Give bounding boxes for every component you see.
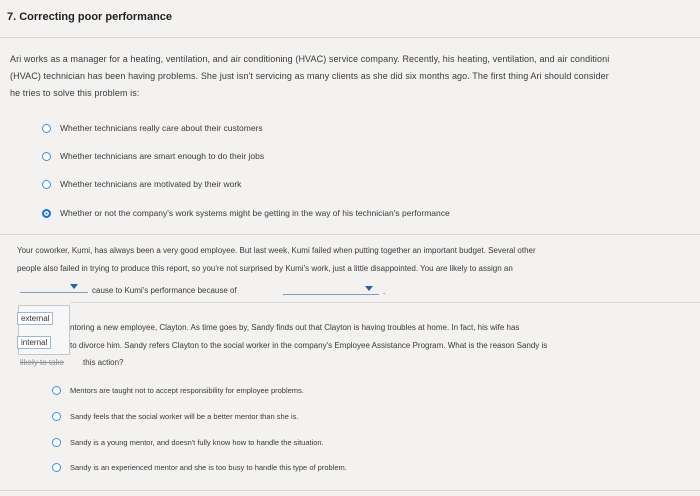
section-divider-2: [70, 302, 700, 303]
option-work-systems[interactable]: [42, 208, 450, 218]
chevron-down-icon: [365, 286, 373, 291]
scenario-line-2: people also failed in trying to produce this report, so you're not surprised by Kumi's work, just a little disappointed. You are likely to assign an: [17, 264, 513, 273]
option-label: Whether technicians are smart enough to do their jobs: [60, 151, 265, 161]
option-label: Mentors are taught not to accept responsibility for employee problems.: [70, 386, 304, 395]
option-label: Whether technicians really care about their customers: [60, 123, 263, 133]
dropdown-popup: [18, 305, 70, 355]
radio-button[interactable]: [42, 180, 51, 189]
radio-button[interactable]: [42, 152, 51, 161]
option-mentors-taught[interactable]: [52, 386, 304, 395]
option-experienced-busy[interactable]: [52, 463, 347, 472]
option-label: Sandy is a young mentor, and doesn't fully know how to handle the situation.: [70, 438, 324, 447]
radio-button[interactable]: [52, 386, 61, 395]
bottom-divider: [0, 490, 700, 491]
dropdown-option-internal[interactable]: internal: [17, 336, 51, 349]
option-care-customers[interactable]: [42, 123, 263, 133]
dropdown-option-external[interactable]: external: [17, 312, 53, 325]
sandy-line-3: this action?: [83, 358, 124, 367]
title-divider: [0, 37, 700, 38]
radio-button[interactable]: [42, 124, 51, 133]
sandy-line-2: to divorce him. Sandy refers Clayton to the social worker in the company's Employee Assistance Program. What is the reason Sandy is: [70, 341, 548, 350]
option-label: Sandy feels that the social worker will be a better mentor than she is.: [70, 412, 299, 421]
scenario-line-3-end: .: [383, 287, 386, 296]
sandy-line-3-obscured: likely to take: [20, 358, 65, 367]
cause-type-dropdown[interactable]: [20, 281, 88, 293]
radio-button[interactable]: [52, 438, 61, 447]
option-motivated[interactable]: [42, 179, 241, 189]
reason-dropdown[interactable]: [283, 283, 379, 295]
scenario-line-1: Your coworker, Kumi, has always been a very good employee. But last week, Kumi failed when putting together an important budget. Several other: [17, 246, 536, 255]
intro-line-2: (HVAC) technician has been having problems. She just isn't servicing as many clients as she did six months ago. The first thing Ari should consider: [10, 71, 609, 81]
radio-button-selected[interactable]: [42, 209, 51, 218]
option-label: Whether technicians are motivated by their work: [60, 179, 242, 189]
option-young-mentor[interactable]: [52, 438, 324, 447]
option-label: Whether or not the company's work systems might be getting in the way of his technician's performance: [60, 208, 450, 218]
sandy-line-1: ntoring a new employee, Clayton. As time goes by, Sandy finds out that Clayton is having troubles at home. In fact, his wife has: [70, 323, 520, 332]
intro-line-1: Ari works as a manager for a heating, ventilation, and air conditioning (HVAC) service company. Recently, his heating, ventilation, and air conditioni: [10, 54, 610, 64]
intro-line-3: he tries to solve this problem is:: [10, 88, 140, 98]
section-divider: [0, 234, 700, 235]
option-label: Sandy is an experienced mentor and she is too busy to handle this type of problem.: [70, 463, 347, 472]
chevron-down-icon: [70, 284, 78, 289]
radio-button[interactable]: [52, 463, 61, 472]
option-smart-enough[interactable]: [42, 151, 264, 161]
question-title: 7. Correcting poor performance: [7, 11, 173, 23]
option-social-worker-better[interactable]: [52, 412, 298, 421]
radio-button[interactable]: [52, 412, 61, 421]
scenario-line-3: cause to Kumi's performance because of: [92, 286, 237, 295]
